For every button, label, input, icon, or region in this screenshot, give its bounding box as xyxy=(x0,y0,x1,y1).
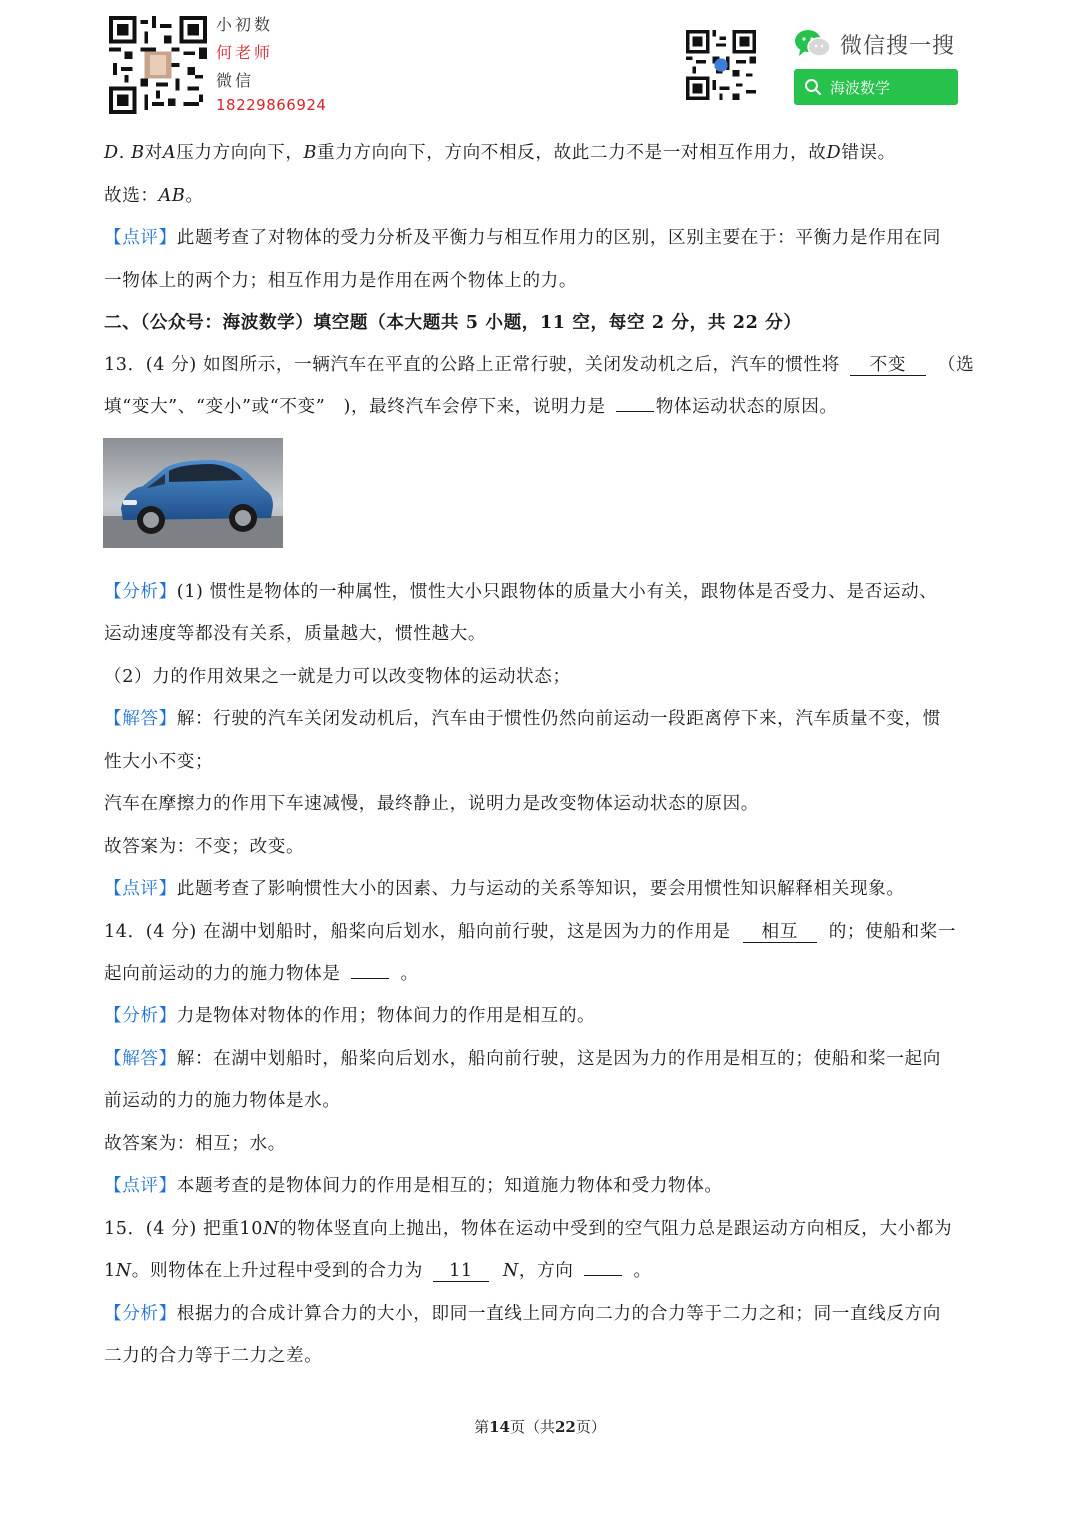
q13-text-end: （选 xyxy=(937,355,975,375)
q13-line2-end: 物体运动状态的原因。 xyxy=(655,397,838,417)
q14-text-end: 的；使船和桨一 xyxy=(828,922,957,942)
answer-tag: 【解答】 xyxy=(104,709,177,729)
analysis-text: (1) 惯性是物体的一种属性，惯性大小只跟物体的质量大小有关，跟物体是否受力、是否运动、 xyxy=(176,582,938,602)
question-15-line2 xyxy=(104,1257,652,1282)
q14-blank-1: 相互 xyxy=(743,922,817,943)
answer-text: 解：行驶的汽车关闭发动机后，汽车由于惯性仍然向前运动一段距离停下来，汽车质量不变，惯 xyxy=(176,709,941,729)
review-text: 此题考查了影响惯性大小的因素、力与运动的关系等知识，要会用惯性知识解释相关现象。 xyxy=(176,879,905,899)
question-13 xyxy=(104,351,974,376)
answer-13-line3: 汽车在摩擦力的作用下车速减慢，最终静止，说明力是改变物体运动状态的原因。 xyxy=(104,794,759,814)
q13-blank-1: 不变 xyxy=(850,355,926,376)
question-13-line2 xyxy=(104,393,838,418)
answer-13-line2: 性大小不变； xyxy=(104,752,214,772)
review-tag: 【点评】 xyxy=(104,228,177,248)
review-13 xyxy=(104,875,905,900)
q15-text-2: 的物体竖直向上抛出，物体在运动中受到的空气阻力总是跟运动方向相反，大小都为 xyxy=(279,1219,953,1239)
q13-blank-2 xyxy=(616,411,654,412)
section-heading: 二、（公众号：海波数学）填空题（本大题共 5 小题，11 空，每空 2 分，共 22 分） xyxy=(104,312,802,333)
question-15 xyxy=(104,1215,952,1240)
q15-resistance: 1 xyxy=(104,1261,116,1281)
analysis-15-line2: 二力的合力等于二力之差。 xyxy=(104,1346,323,1366)
q15-unit-3: N xyxy=(502,1261,519,1281)
q14-line2-text: 起向前运动的力的施力物体是 xyxy=(104,964,341,984)
analysis-tag: 【分析】 xyxy=(104,1006,177,1026)
contact-qr-code[interactable] xyxy=(108,16,208,114)
text-d2: D xyxy=(826,143,842,163)
contact-line-3: 微信 xyxy=(216,71,255,90)
search-icon xyxy=(804,78,822,96)
wechat-logo-icon xyxy=(794,29,832,59)
question-14-line2 xyxy=(104,960,419,985)
analysis-13-line3: （2）力的作用效果之一就是力可以改变物体的运动状态； xyxy=(104,667,571,687)
analysis-13-line2: 运动速度等都没有关系，质量越大，惯性越大。 xyxy=(104,624,487,644)
page-footer xyxy=(0,1416,1080,1437)
contact-phone: 18229866924 xyxy=(216,96,327,114)
choose-label: 故选： xyxy=(104,186,159,206)
q14-text: 14．(4 分) 在湖中划船时，船桨向后划水，船向前行驶，这是因为力的作用是 xyxy=(104,922,731,942)
q13-line2-text: 填“变大”、“变小”或“不变” )，最终汽车会停下来，说明力是 xyxy=(104,397,606,417)
analysis-tag: 【分析】 xyxy=(104,1304,177,1324)
contact-name: 何老师 xyxy=(216,43,274,62)
choose-line xyxy=(104,182,204,207)
review-tag: 【点评】 xyxy=(104,879,177,899)
q15-unit-2: N xyxy=(115,1261,132,1281)
question-14 xyxy=(104,918,956,943)
q15-unit: N xyxy=(263,1219,280,1239)
text-b: B xyxy=(131,143,145,163)
q15-blank-1: 11 xyxy=(433,1261,489,1282)
review-text: 本题考查的是物体间力的作用是相互的；知道施力物体和受力物体。 xyxy=(176,1176,723,1196)
analysis-tag: 【分析】 xyxy=(104,582,177,602)
q13-text: 13．(4 分) 如图所示，一辆汽车在平直的公路上正常行驶，关闭发动机之后，汽车的惯性将 xyxy=(104,355,840,375)
analysis-14 xyxy=(104,1002,595,1027)
review-tag: 【点评】 xyxy=(104,1176,177,1196)
answer-13 xyxy=(104,705,941,730)
wechat-search-brand xyxy=(794,26,955,62)
text-gravity: 重力方向向下，方向不相反，故此二力不是一对相互作用力，故 xyxy=(317,143,827,163)
contact-line-1: 小初数 xyxy=(216,15,274,34)
q14-blank-2 xyxy=(351,978,389,979)
q15-weight: 10 xyxy=(239,1219,264,1239)
text-wrong: 错误。 xyxy=(841,143,896,163)
review-1 xyxy=(104,224,941,249)
wechat-search-box[interactable] xyxy=(794,69,958,105)
text-dot: . xyxy=(118,143,132,163)
q15-blank-2 xyxy=(584,1275,622,1276)
answer-text: 解：在湖中划船时，船桨向后划水，船向前行驶，这是因为力的作用是相互的；使船和桨一起向 xyxy=(176,1049,941,1069)
q15-direction: ，方向 xyxy=(518,1261,574,1281)
text-a: A xyxy=(162,143,177,163)
wechat-qr-code[interactable] xyxy=(686,30,756,100)
q15-line2-text: 。则物体在上升过程中受到的合力为 xyxy=(131,1261,423,1281)
analysis-text: 力是物体对物体的作用；物体间力的作用是相互的。 xyxy=(176,1006,596,1026)
analysis-15 xyxy=(104,1300,941,1325)
analysis-text: 根据力的合成计算合力的大小，即同一直线上同方向二力的合力等于二力之和；同一直线反方向 xyxy=(176,1304,941,1324)
answer-14 xyxy=(104,1045,941,1070)
review-14 xyxy=(104,1172,723,1197)
text-pressure: 压力方向向下， xyxy=(176,143,304,163)
analysis-13 xyxy=(104,578,937,603)
page-total: 22 xyxy=(555,1418,576,1436)
car-image xyxy=(103,438,283,548)
q14-line2-end: 。 xyxy=(400,964,419,984)
text-d: D xyxy=(104,143,119,163)
text-dui: 对 xyxy=(144,143,163,163)
choose-answer: AB xyxy=(158,186,186,206)
answer-tag: 【解答】 xyxy=(104,1049,177,1069)
answer-13-line4: 故答案为：不变；改变。 xyxy=(104,837,305,857)
text-b2: B xyxy=(303,143,318,163)
footer-text-3: 页） xyxy=(575,1418,606,1436)
page-number: 14 xyxy=(489,1418,510,1436)
choose-end: 。 xyxy=(185,186,204,206)
q15-line2-end: 。 xyxy=(633,1261,652,1281)
review-1-cont: 一物体上的两个力；相互作用力是作用在两个物体上的力。 xyxy=(104,271,578,291)
option-d-line xyxy=(104,139,896,164)
wechat-search-title: 微信搜一搜 xyxy=(840,33,956,59)
footer-text-1: 第 xyxy=(474,1418,490,1436)
review-text: 此题考查了对物体的受力分析及平衡力与相互作用力的区别，区别主要在于：平衡力是作用在同 xyxy=(176,228,941,248)
answer-14-line3: 故答案为：相互；水。 xyxy=(104,1134,286,1154)
wechat-search-text: 海波数学 xyxy=(830,78,891,97)
answer-14-line2: 前运动的力的施力物体是水。 xyxy=(104,1091,341,1111)
q15-text: 15．(4 分) 把重 xyxy=(104,1219,240,1239)
footer-text-2: 页（共 xyxy=(509,1418,555,1436)
